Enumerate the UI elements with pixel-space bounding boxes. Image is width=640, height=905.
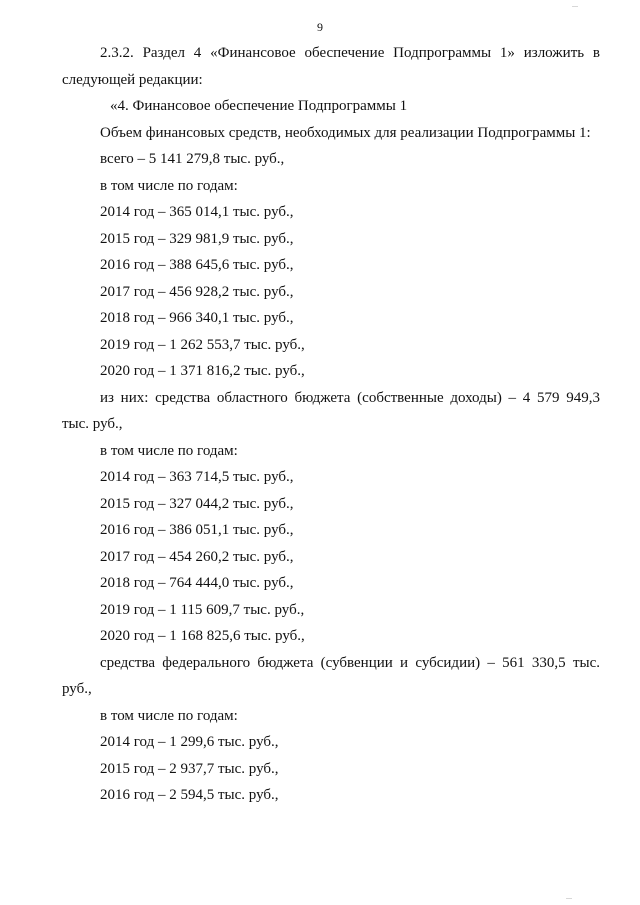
year-line: 2020 год – 1 371 816,2 тыс. руб.,	[100, 363, 305, 379]
year-line: 2015 год – 2 937,7 тыс. руб.,	[100, 760, 279, 777]
year-line: 2014 год – 1 299,6 тыс. руб.,	[100, 734, 279, 750]
section-heading: «4. Финансовое обеспечение Подпрограммы 1	[110, 98, 408, 114]
year-line: 2016 год – 388 645,6 тыс. руб.,	[100, 257, 294, 273]
document-body	[62, 40, 600, 809]
regional-budget-line: из них: средства областного бюджета (собственные доходы) – 4 579 949,3 тыс. руб.,	[62, 389, 600, 432]
page-number: 9	[317, 20, 323, 34]
year-line: 2018 год – 764 444,0 тыс. руб.,	[100, 575, 294, 591]
year-line: 2015 год – 329 981,9 тыс. руб.,	[100, 230, 294, 247]
year-line: 2017 год – 454 260,2 тыс. руб.,	[100, 548, 294, 565]
total-line: всего – 5 141 279,8 тыс. руб.,	[100, 151, 285, 167]
corner-mark-bottom: ...	[566, 892, 572, 901]
paragraph-1: 2.3.2. Раздел 4 «Финансовое обеспечение Подпрограммы 1» изложить в следующей редакции:	[62, 45, 600, 88]
year-line: 2018 год – 966 340,1 тыс. руб.,	[100, 310, 294, 326]
year-line: 2017 год – 456 928,2 тыс. руб.,	[100, 283, 294, 300]
year-line: 2015 год – 327 044,2 тыс. руб.,	[100, 495, 294, 512]
by-years-label: в том числе по годам:	[100, 177, 238, 194]
by-years-label: в том числе по годам:	[100, 707, 238, 724]
year-line: 2019 год – 1 115 609,7 тыс. руб.,	[100, 601, 305, 618]
year-line: 2019 год – 1 262 553,7 тыс. руб.,	[100, 336, 305, 353]
corner-mark-top: ...	[572, 0, 578, 9]
year-line: 2016 год – 386 051,1 тыс. руб.,	[100, 522, 294, 538]
year-line: 2016 год – 2 594,5 тыс. руб.,	[100, 787, 279, 803]
year-line: 2014 год – 365 014,1 тыс. руб.,	[100, 204, 294, 220]
by-years-label: в том числе по годам:	[100, 442, 238, 459]
year-line: 2014 год – 363 714,5 тыс. руб.,	[100, 469, 294, 485]
year-line: 2020 год – 1 168 825,6 тыс. руб.,	[100, 628, 305, 644]
paragraph-3: Объем финансовых средств, необходимых для реализации Подпрограммы 1:	[100, 124, 591, 141]
federal-budget-line: средства федерального бюджета (субвенции и субсидии) – 561 330,5 тыс. руб.,	[62, 654, 600, 697]
